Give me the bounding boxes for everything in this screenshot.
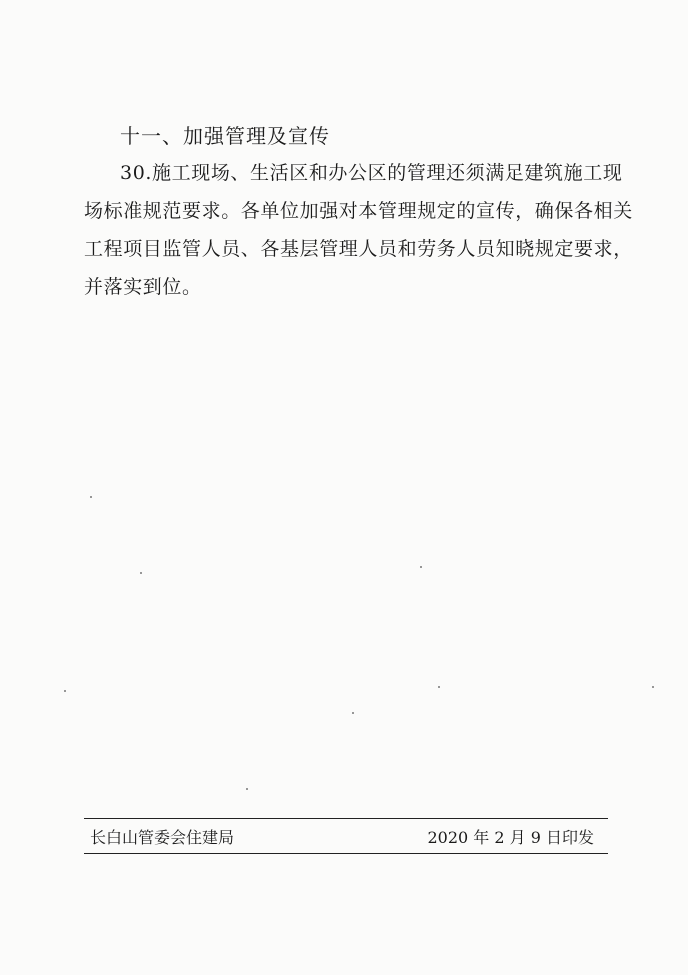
footer-bottom-rule <box>84 853 608 854</box>
scan-speck <box>140 572 142 574</box>
scan-speck <box>90 496 92 498</box>
scan-speck <box>352 712 354 714</box>
scan-speck <box>438 686 440 688</box>
footer-date: 2020 年 2 月 9 日印发 <box>427 828 594 847</box>
scan-speck <box>652 686 654 688</box>
footer-issuer: 长白山管委会住建局 <box>90 828 235 847</box>
section-heading: 十一、加强管理及宣传 <box>120 124 330 148</box>
paragraph-line-2: 场标准规范要求。各单位加强对本管理规定的宣传，确保各相关 <box>84 200 633 222</box>
footer-top-rule <box>84 818 608 819</box>
paragraph-line-4: 并落实到位。 <box>84 276 202 298</box>
scan-speck <box>246 788 248 790</box>
paragraph-line-1: 30.施工现场、生活区和办公区的管理还须满足建筑施工现 <box>120 162 623 184</box>
paragraph-line-3: 工程项目监管人员、各基层管理人员和劳务人员知晓规定要求， <box>84 238 633 260</box>
scan-speck <box>64 690 66 692</box>
scan-speck <box>420 566 422 568</box>
